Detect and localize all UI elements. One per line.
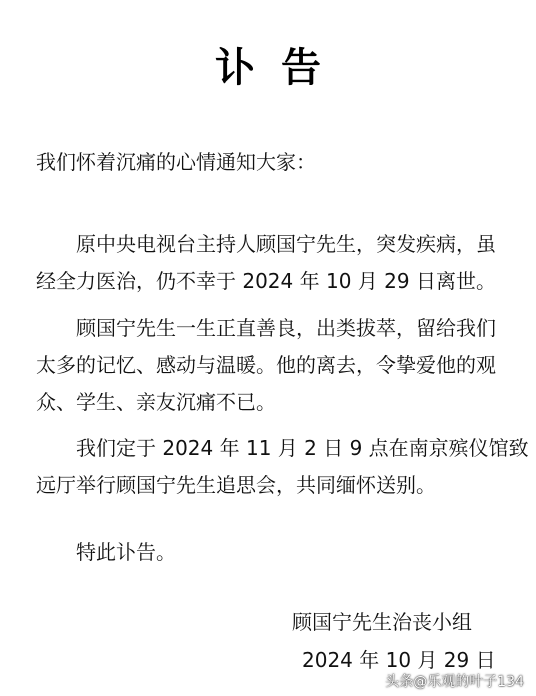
paragraph-3 (36, 430, 529, 504)
watermark: 头条@乐观的叶子134 (385, 674, 524, 690)
date: 2024 年 10 月 29 日 (302, 648, 496, 672)
salutation: 我们怀着沉痛的心情通知大家： (36, 150, 316, 174)
paragraph-1 (36, 226, 502, 300)
paragraph-line: 原中央电视台主持人顾国宁先生，突发疾病，虽 (76, 232, 496, 256)
paragraph-2 (36, 310, 502, 421)
paragraph-line: 众、学生、亲友沉痛不已。 (36, 390, 276, 414)
paragraph-line: 顾国宁先生一生正直善良，出类拔萃，留给我们 (76, 316, 496, 340)
paragraph-4 (36, 534, 502, 571)
signature: 顾国宁先生治丧小组 (292, 610, 472, 634)
paragraph-line: 经全力医治，仍不幸于 2024 年 10 月 29 日离世。 (36, 269, 496, 293)
page-title: 讣告 (215, 45, 347, 91)
paragraph-line: 我们定于 2024 年 11 月 2 日 9 点在南京殡仪馆致 (76, 436, 529, 460)
closing-line: 特此讣告。 (76, 540, 176, 564)
paragraph-line: 太多的记忆、感动与温暖。他的离去，令挚爱他的观 (36, 353, 496, 377)
paragraph-line: 远厅举行顾国宁先生追思会，共同缅怀送别。 (36, 473, 436, 497)
